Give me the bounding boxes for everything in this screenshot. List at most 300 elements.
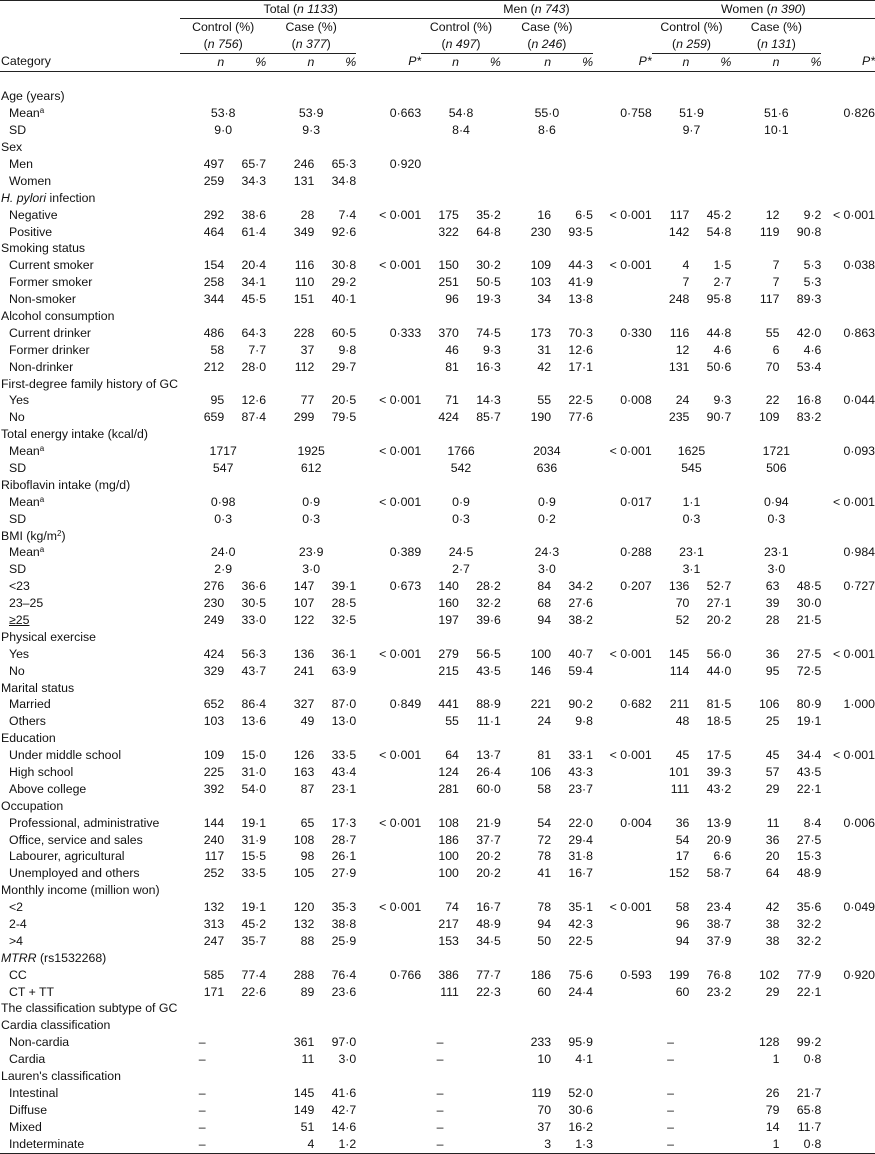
n-value: 251	[438, 275, 459, 290]
n-value: 24	[675, 393, 690, 408]
n-value: 38	[765, 933, 780, 948]
n-value: 70	[765, 359, 780, 374]
n-value: 45	[675, 748, 690, 763]
p-value	[356, 224, 421, 241]
n-value: 292	[203, 207, 225, 222]
pct-value: 9·3	[713, 393, 732, 408]
table-row	[0, 646, 875, 663]
pct-value	[689, 156, 731, 173]
category-row	[0, 308, 875, 325]
pct-value: 9·2	[803, 207, 822, 222]
sub-header-case-total: Case (%)	[285, 19, 337, 34]
pct-value: 20·2	[706, 613, 732, 627]
row-label: Labourer, agricultural	[9, 849, 125, 864]
pct-value	[551, 156, 593, 173]
pct-value: 6·6	[713, 849, 732, 864]
pct-value: 95·9	[568, 1035, 593, 1050]
pct-value	[459, 1136, 501, 1153]
pct-value: 32·2	[476, 596, 501, 611]
pct-value: 38·7	[706, 917, 732, 932]
pct-value: 29·2	[331, 275, 357, 290]
p-value: 0·758	[620, 106, 652, 121]
n-value: 276	[203, 579, 225, 594]
n-value: 217	[438, 917, 459, 932]
category-row	[0, 240, 875, 257]
header-group-row	[0, 1, 875, 19]
pct-value: 97·0	[331, 1035, 357, 1050]
pct-value: 56·3	[241, 646, 267, 661]
pct-value: 42·3	[568, 917, 593, 932]
control-value: 53·8	[210, 106, 236, 121]
n-value: 106	[758, 697, 780, 712]
n-value: 140	[438, 579, 459, 594]
pct-value: 14·3	[476, 393, 501, 408]
p-value: 0·288	[620, 545, 652, 560]
table-row	[0, 342, 875, 359]
header-sub-row	[0, 18, 875, 35]
n-value: 10	[537, 1052, 552, 1067]
n-value: 24	[537, 714, 552, 729]
category-header: Category	[0, 53, 180, 71]
pct-value: 27·5	[796, 646, 822, 661]
n-value: 212	[203, 359, 225, 374]
case-value: 53·9	[298, 106, 324, 121]
n-value: 6	[772, 342, 780, 357]
control-value: 54·8	[448, 106, 474, 121]
pct-value	[459, 1051, 501, 1068]
n-value: 1	[731, 1136, 779, 1153]
n-value: –	[198, 1119, 206, 1134]
sub-header-case-men: Case (%)	[521, 19, 573, 34]
n-value: 117	[669, 207, 690, 222]
pct-value: 17·1	[568, 359, 593, 374]
pct-value: 32·2	[796, 933, 822, 948]
pct-value: 28·5	[331, 596, 357, 611]
table-row	[0, 967, 875, 984]
pct-value: 0·8	[803, 1052, 822, 1067]
p-value	[593, 832, 652, 849]
pct-value: 54·8	[706, 224, 732, 239]
n-value: 116	[294, 258, 315, 273]
pct-value	[689, 1136, 731, 1153]
pct-value: 22·1	[796, 984, 822, 999]
pct-value: 28·0	[241, 359, 267, 374]
n-value: 107	[293, 596, 315, 611]
p-value: 1·000	[843, 697, 875, 712]
pct-value: 58·7	[706, 866, 732, 881]
p-value: 0·389	[389, 545, 422, 560]
category-label: MTRR (rs1532268)	[1, 950, 107, 965]
pct-value	[224, 1034, 266, 1051]
n-value: 50	[537, 933, 552, 948]
pct-value: 11·1	[477, 714, 501, 729]
control-value: 1717	[209, 444, 237, 459]
n-value: 108	[293, 832, 315, 847]
n-value: 7	[772, 275, 780, 290]
case-value: 0·3	[767, 511, 786, 526]
n-value: –	[436, 1085, 444, 1100]
n-value: 49	[300, 714, 315, 729]
pct-value: 13·6	[241, 714, 267, 729]
p-value: 0·920	[843, 967, 875, 982]
n-value: 327	[293, 697, 315, 712]
table-row	[0, 832, 875, 849]
n-value: 585	[203, 967, 225, 982]
n-value: 248	[668, 292, 690, 307]
n-value: –	[652, 1136, 690, 1153]
p-value	[356, 1034, 421, 1051]
p-value	[821, 274, 875, 291]
table-row	[0, 781, 875, 798]
pct-value: 40·1	[331, 292, 357, 307]
p-value	[821, 713, 875, 730]
pct-value	[224, 1102, 266, 1119]
pct-value	[689, 1034, 731, 1051]
p-value: 0·006	[843, 815, 875, 830]
n-value: 54	[675, 832, 690, 847]
table-row	[0, 359, 875, 376]
pct-value: 30·2	[476, 258, 501, 273]
pct-header: %	[314, 53, 356, 71]
pct-value: 80·9	[796, 697, 822, 712]
row-label: >4	[9, 933, 24, 948]
n-value: 392	[203, 781, 225, 796]
n-value	[652, 156, 690, 173]
p-value	[356, 612, 421, 629]
p-value: < 0·001	[832, 207, 875, 222]
p-value	[821, 612, 875, 629]
pct-value: 16·8	[796, 393, 822, 408]
n-value: 100	[530, 646, 552, 661]
case-value: 23·9	[298, 545, 324, 560]
n-value: 36	[675, 815, 690, 830]
n-value: 114	[669, 663, 690, 678]
category-row	[0, 376, 875, 393]
pct-value: 86·4	[241, 697, 267, 712]
n-value: 12	[765, 207, 780, 222]
pct-value: 30·6	[568, 1102, 593, 1117]
control-value: 9·0	[214, 123, 233, 138]
n-header: n	[652, 53, 690, 71]
row-label: Mean$^a$	[9, 494, 45, 509]
pct-value: 31·8	[568, 849, 593, 864]
pct-value: 16·7	[568, 866, 593, 881]
pct-value: 8·4	[803, 815, 822, 830]
p-value: 0·849	[389, 697, 422, 712]
row-label: Cardia	[9, 1052, 46, 1067]
row-label: Current smoker	[9, 258, 94, 273]
n-value: 258	[203, 275, 225, 290]
pct-value: 95·8	[706, 292, 732, 307]
n-value: 12	[675, 342, 690, 357]
pct-value: 41·6	[331, 1085, 357, 1100]
n-value: 145	[293, 1085, 315, 1100]
row-label: Unemployed and others	[9, 866, 140, 881]
pct-value: 43·4	[331, 765, 357, 780]
p-value: < 0·001	[379, 748, 422, 763]
p-value	[356, 291, 421, 308]
pct-value: 22·5	[568, 393, 593, 408]
case-value: 2034	[533, 444, 561, 459]
n-value: –	[421, 1136, 459, 1153]
control-value: 2·7	[452, 562, 470, 577]
n-value: –	[667, 1119, 674, 1134]
summary-row	[0, 122, 875, 139]
pct-value: 42·7	[331, 1102, 357, 1117]
n-value	[501, 173, 551, 190]
p-value	[593, 933, 652, 950]
category-row	[0, 477, 875, 494]
p-value: < 0·001	[379, 815, 422, 830]
p-value	[821, 1102, 875, 1119]
p-value-header: P*	[593, 53, 652, 71]
pct-value	[459, 173, 501, 190]
case-value: 0·3	[302, 511, 321, 526]
pct-value: 2·7	[713, 275, 732, 290]
pct-value: 1·3	[551, 1136, 593, 1153]
n-value: 58	[537, 781, 552, 796]
row-label: Professional, administrative	[9, 815, 160, 830]
n-value: 441	[438, 697, 459, 712]
category-label: Monthly income (million won)	[1, 883, 160, 898]
n-value: 64	[765, 866, 780, 881]
pct-value: 50·5	[476, 275, 501, 290]
pct-value: 36·1	[331, 646, 357, 661]
n-value: 230	[203, 596, 225, 611]
p-value	[821, 865, 875, 882]
pct-value: 20·2	[476, 866, 501, 881]
control-value: 8·4	[452, 123, 470, 138]
pct-value: 13·9	[706, 815, 732, 830]
p-value	[356, 1136, 421, 1153]
summary-row	[0, 460, 875, 477]
category-label: Education	[1, 731, 56, 746]
pct-value: 48·5	[796, 579, 822, 594]
case-value: 3·0	[302, 562, 321, 577]
p-value	[356, 663, 421, 680]
pct-value: 24·4	[568, 984, 593, 999]
row-label: Women	[9, 173, 52, 188]
n-value: 152	[668, 866, 690, 881]
p-value: < 0·001	[379, 646, 422, 661]
pct-value: 35·1	[568, 900, 593, 915]
pct-value: 77·6	[568, 410, 593, 425]
row-label: <2	[9, 900, 24, 915]
pct-value: 34·2	[568, 579, 593, 594]
row-label: SD	[9, 123, 27, 138]
pct-value: 64·3	[241, 325, 267, 340]
row-label: Mean$^a$	[9, 106, 45, 121]
n-value: 41	[537, 866, 552, 881]
p-value	[356, 713, 421, 730]
p-value: 0·038	[843, 258, 875, 273]
category-row	[0, 950, 875, 967]
n-value: –	[667, 1052, 674, 1067]
pct-value: 21·5	[796, 613, 822, 627]
n-value: 128	[758, 1035, 780, 1050]
n-value: 142	[668, 224, 690, 239]
p-value	[821, 409, 875, 426]
n-value	[652, 173, 690, 190]
pct-value: 13·0	[331, 714, 357, 729]
table-row	[0, 612, 875, 629]
header-sub-n-row	[0, 36, 875, 53]
n-value: 57	[765, 765, 780, 780]
n-value: 103	[203, 714, 225, 729]
pct-value: 37·9	[706, 933, 732, 948]
pct-value: 29·7	[331, 359, 357, 374]
pct-value: 79·5	[331, 410, 357, 425]
p-value	[821, 1119, 875, 1136]
pct-value: 22·3	[476, 984, 501, 999]
n-value: 25	[765, 714, 780, 729]
p-value-header: P*	[356, 53, 421, 71]
category-label: Cardia classification	[1, 1018, 111, 1033]
table-row	[0, 865, 875, 882]
n-value: 160	[438, 596, 459, 611]
n-value: 7	[682, 275, 690, 290]
n-value: 197	[438, 613, 459, 627]
category-label: H. pylori infection	[1, 190, 96, 205]
pct-value: 12·6	[241, 393, 267, 408]
n-value: 78	[537, 849, 552, 864]
pct-value: 52·0	[568, 1085, 593, 1100]
pct-value: 13·7	[476, 748, 501, 763]
pct-value: 28·7	[331, 832, 357, 847]
pct-value: 1·5	[713, 258, 732, 273]
p-value	[593, 156, 652, 173]
n-value: 361	[293, 1035, 315, 1050]
pct-value: 4·1	[575, 1052, 593, 1067]
p-value	[593, 511, 652, 528]
n-value: 349	[293, 224, 315, 239]
control-value: 3·1	[682, 562, 701, 577]
n-value: 110	[294, 275, 315, 290]
n-value: 70	[675, 596, 690, 611]
n-value: 51	[300, 1119, 315, 1134]
n-value: 370	[438, 325, 459, 340]
pct-value: 75·6	[568, 967, 593, 982]
pct-value: 22·5	[568, 933, 593, 948]
summary-row	[0, 561, 875, 578]
n-value: –	[436, 1102, 444, 1117]
pct-value: 77·7	[476, 967, 501, 982]
pct-value: 7·4	[338, 207, 357, 222]
n-value: 109	[758, 410, 780, 425]
table-row	[0, 1051, 875, 1068]
pct-value: 17·3	[331, 815, 357, 830]
pct-value: 43·7	[241, 663, 267, 678]
p-value: < 0·001	[609, 900, 652, 915]
n-value: 101	[668, 765, 690, 780]
pct-value: 25·9	[331, 933, 357, 948]
n-value: 95	[210, 393, 225, 408]
n-value: 112	[294, 359, 315, 374]
n-value: 279	[438, 646, 459, 661]
pct-value: 50·6	[706, 359, 732, 374]
p-value: < 0·001	[832, 646, 875, 661]
row-label: Men	[9, 156, 33, 171]
n-value: 94	[537, 613, 552, 627]
pct-value: 65·8	[796, 1102, 822, 1117]
n-value: 322	[438, 224, 459, 239]
n-value: 16	[537, 207, 552, 222]
p-value	[593, 781, 652, 798]
p-value	[821, 1034, 875, 1051]
n-value: 299	[293, 410, 315, 425]
table-row	[0, 663, 875, 680]
pct-value: 22·0	[568, 815, 593, 830]
pct-header: %	[779, 53, 821, 71]
p-value	[356, 1051, 421, 1068]
pct-value: 38·2	[568, 613, 593, 627]
row-label: No	[9, 410, 25, 425]
pct-value: 9·8	[338, 342, 357, 357]
n-value: 98	[300, 849, 315, 864]
case-value: 0·2	[538, 511, 556, 526]
control-value: 23·1	[679, 545, 704, 560]
pct-value: 52·7	[706, 579, 732, 594]
table-row	[0, 224, 875, 241]
n-value: 652	[203, 697, 225, 712]
p-value	[593, 713, 652, 730]
n-value: 4	[682, 258, 690, 273]
row-label: SD	[9, 460, 27, 475]
pct-value: 34·1	[241, 275, 267, 290]
n-value: 26	[765, 1085, 780, 1100]
n-value: 116	[669, 325, 690, 340]
p-value	[356, 933, 421, 950]
pct-value: 11·7	[797, 1119, 822, 1134]
case-value: 23·1	[764, 545, 789, 560]
n-value: 119	[531, 1085, 552, 1100]
n-value: 17	[675, 849, 690, 864]
sub-header-control-men: Control (%)	[429, 19, 493, 34]
p-value	[593, 274, 652, 291]
row-label: CT + TT	[9, 984, 54, 999]
pct-header: %	[689, 53, 731, 71]
table-row	[0, 325, 875, 342]
row-label: Mean$^a$	[9, 545, 45, 560]
pct-value: 26·4	[476, 765, 501, 780]
control-value: 547	[212, 460, 234, 475]
pct-value: 65·7	[241, 156, 267, 171]
pct-value: 30·5	[241, 596, 267, 611]
pct-value	[689, 1085, 731, 1102]
n-value: 235	[668, 410, 690, 425]
n-value: 151	[293, 292, 315, 307]
n-value: –	[198, 1035, 206, 1050]
n-value: 486	[203, 325, 225, 340]
pct-value: 38·6	[241, 207, 267, 222]
p-value	[356, 1085, 421, 1102]
category-row	[0, 1001, 875, 1018]
n-value: 68	[537, 596, 552, 611]
pct-value: 74·5	[476, 325, 501, 340]
category-row	[0, 1017, 875, 1034]
p-value	[821, 342, 875, 359]
p-value	[356, 409, 421, 426]
control-value: 0·98	[210, 494, 236, 509]
n-value	[501, 156, 551, 173]
summary-row	[0, 443, 875, 460]
table-row	[0, 764, 875, 781]
p-value: 0·863	[843, 325, 875, 340]
table-row	[0, 578, 875, 595]
pct-value: 44·3	[568, 258, 593, 273]
n-value: 70	[537, 1102, 552, 1117]
n-header: n	[180, 53, 224, 71]
